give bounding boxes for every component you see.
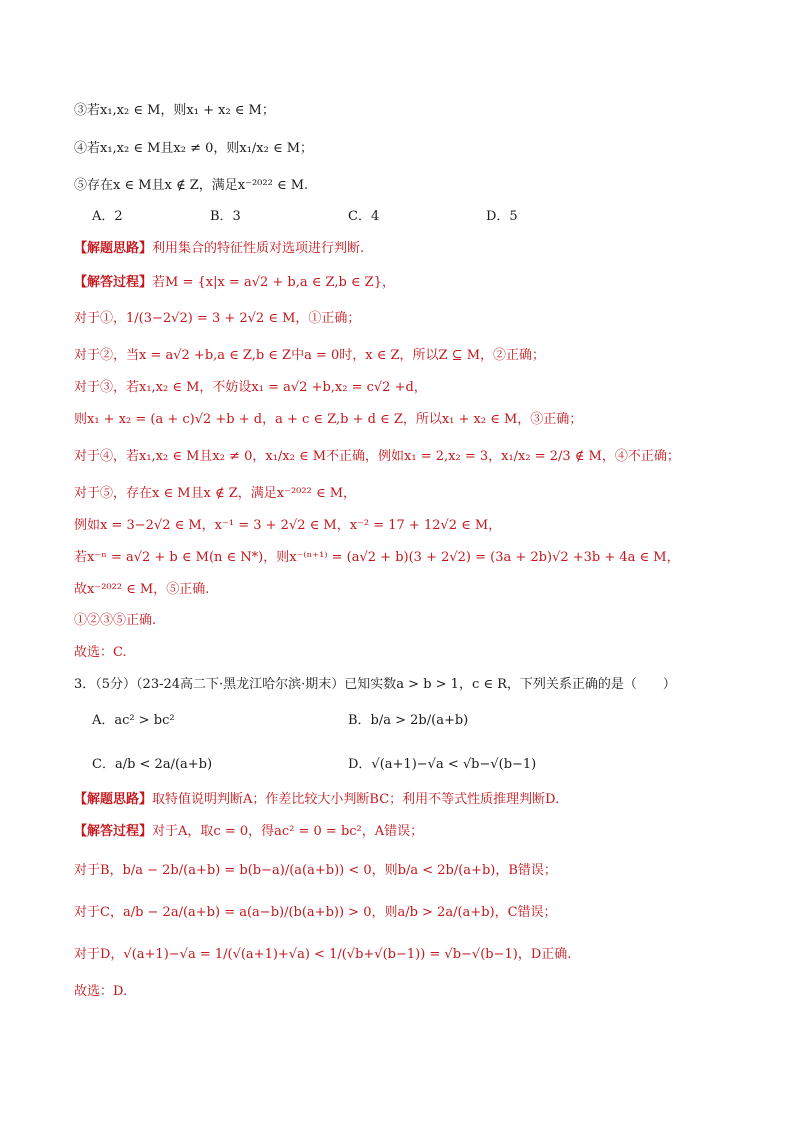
q3-proc-line-4: 故选：D. — [74, 984, 128, 999]
q2-proc-line-5: 对于④，若x₁,x₂ ∈ M且x₂ ≠ 0，x₁/x₂ ∈ M不正确，例如x₁ = 2,x₂ = 3，x₁/x₂ = 2/3 ∉ M，④不正确； — [74, 449, 680, 464]
q3-stem: 3．（5分）（23-24高二下·黑龙江哈尔滨·期末）已知实数a > b > 1，c ∈ R，下列关系正确的是（ ） — [74, 677, 676, 692]
q2-proc-line-9: 故x⁻²⁰²² ∈ M，⑤正确. — [74, 582, 210, 597]
q2-proc-line-11: 故选：C. — [74, 645, 127, 660]
q3-proc-text-0: 对于A，取c = 0，得ac² = 0 = bc²，A错误； — [152, 824, 424, 839]
q2-proc-label: 【解答过程】 — [74, 275, 153, 290]
q3-option-b: B．b/a > 2b/(a+b) — [348, 713, 469, 728]
q2-item-4: ④若x₁,x₂ ∈ M且x₂ ≠ 0，则x₁/x₂ ∈ M； — [74, 141, 314, 156]
q2-item-3: ③若x₁,x₂ ∈ M，则x₁ + x₂ ∈ M； — [74, 103, 275, 118]
q2-proc-line-4: 则x₁ + x₂ = (a + c)√2 +b + d，a + c ∈ Z,b + d ∈ Z，所以x₁ + x₂ ∈ M，③正确； — [74, 412, 583, 427]
q2-proc-text-0: 若M = {x|x = a√2 + b,a ∈ Z,b ∈ Z}， — [152, 275, 395, 290]
q2-option-a: A．2 — [92, 209, 123, 224]
q2-proc-line-3: 对于③，若x₁,x₂ ∈ M，不妨设x₁ = a√2 +b,x₂ = c√2 +d， — [74, 380, 427, 395]
q2-proc-line-6: 对于⑤，存在x ∈ M且x ∉ Z，满足x⁻²⁰²² ∈ M， — [74, 486, 357, 501]
q2-option-b: B．3 — [210, 209, 241, 224]
q2-option-d: D．5 — [486, 209, 518, 224]
q2-option-c: C．4 — [348, 209, 380, 224]
q3-idea — [74, 791, 559, 809]
q3-option-d: D．√(a+1)−√a < √b−√(b−1) — [348, 757, 537, 772]
q2-proc-line-10: ①②③⑤正确. — [74, 613, 157, 628]
q2-proc-line-2: 对于②，当x = a√2 +b,a ∈ Z,b ∈ Z中a = 0时，x ∈ Z，所以Z ⊆ M，②正确； — [74, 348, 546, 363]
q2-idea-text: 利用集合的特征性质对选项进行判断. — [152, 241, 365, 256]
q2-item-5: ⑤存在x ∈ M且x ∉ Z，满足x⁻²⁰²² ∈ M. — [74, 178, 309, 193]
q3-proc-line-2: 对于C，a/b − 2a/(a+b) = a(a−b)/(b(a+b)) > 0，则a/b > 2a/(a+b)，C错误； — [74, 905, 557, 920]
q2-proc-line-0 — [74, 274, 395, 292]
q3-option-c: C．a/b < 2a/(a+b) — [92, 757, 213, 772]
q2-idea-label: 【解题思路】 — [74, 241, 153, 256]
q3-proc-label: 【解答过程】 — [74, 824, 153, 839]
q3-proc-line-0 — [74, 823, 423, 841]
q2-idea — [74, 240, 364, 258]
q3-option-a: A．ac² > bc² — [92, 713, 175, 728]
q3-idea-label: 【解题思路】 — [74, 792, 153, 807]
q3-proc-line-1: 对于B，b/a − 2b/(a+b) = b(b−a)/(a(a+b)) < 0，则b/a < 2b/(a+b)，B错误； — [74, 863, 557, 878]
q2-proc-line-7: 例如x = 3−2√2 ∈ M，x⁻¹ = 3 + 2√2 ∈ M，x⁻² = 17 + 12√2 ∈ M， — [74, 518, 502, 533]
q2-proc-line-8: 若x⁻ⁿ = a√2 + b ∈ M(n ∈ N*)，则x⁻⁽ⁿ⁺¹⁾ = (a√2 + b)(3 + 2√2) = (3a + 2b)√2 +3b + 4a ∈ M， — [74, 550, 680, 565]
q3-idea-text: 取特值说明判断A；作差比较大小判断BC；利用不等式性质推理判断D. — [152, 792, 560, 807]
q3-proc-line-3: 对于D，√(a+1)−√a = 1/(√(a+1)+√a) < 1/(√b+√(b−1)) = √b−√(b−1)，D正确. — [74, 947, 572, 962]
q2-proc-line-1: 对于①，1/(3−2√2) = 3 + 2√2 ∈ M，①正确； — [74, 311, 361, 326]
